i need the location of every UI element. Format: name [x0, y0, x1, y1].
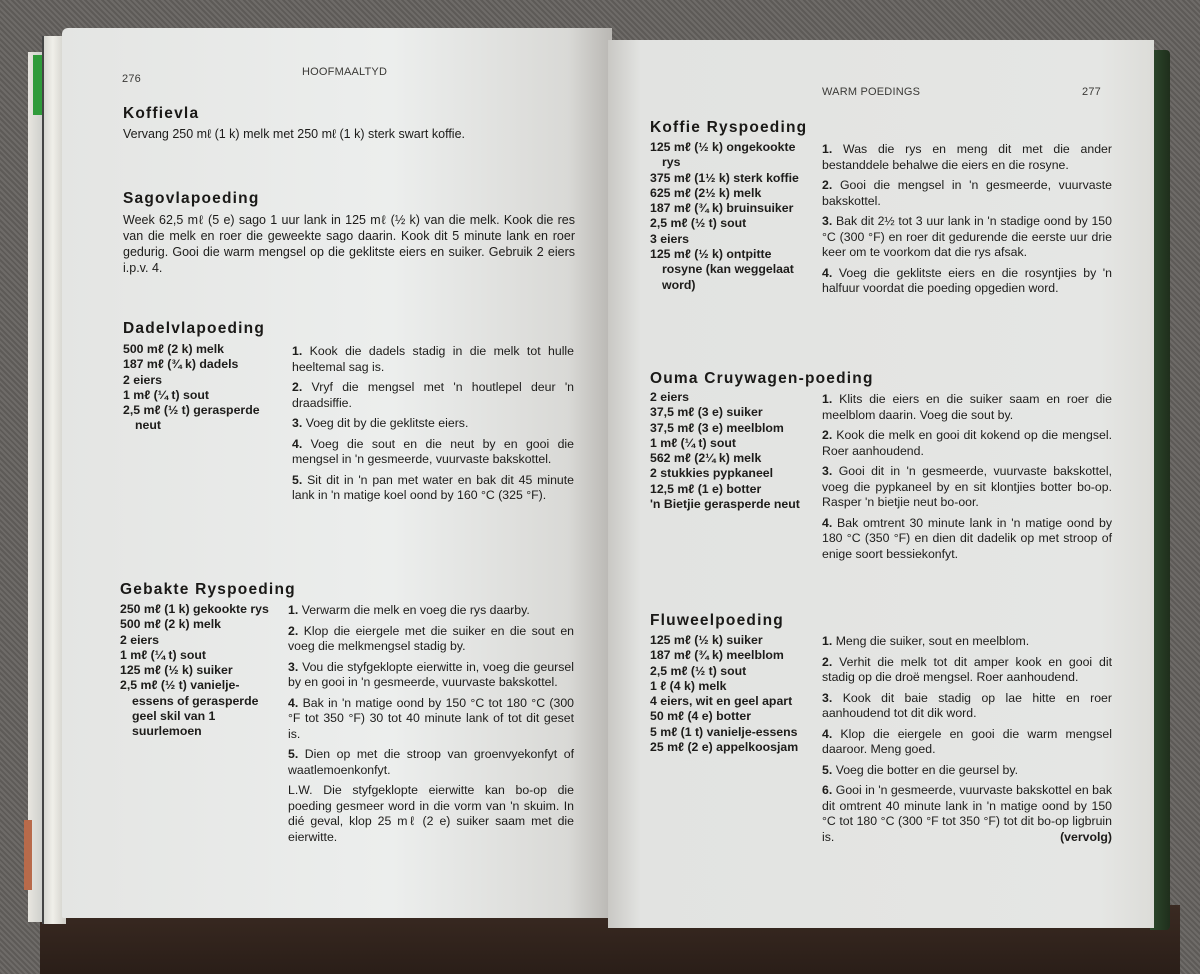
right-page	[608, 40, 1154, 928]
step-list	[288, 603, 574, 850]
step: 4. Bak in 'n matige oond by 150 °C tot 180 °C (300 °F tot 350 °F) 30 tot 40 minute lank of tot dit geset is.	[288, 695, 574, 741]
ingredient: 4 eiers, wit en geel apart	[650, 694, 793, 709]
ingredient: 1 mℓ (¼ t) sout	[650, 435, 736, 450]
step: 3. Kook dit baie stadig op lae hitte en roer aanhoudend tot dit dik word.	[822, 690, 1112, 720]
ingredient: 500 mℓ (2 k) melk	[123, 342, 225, 356]
ingredient: 125 mℓ (½ k) ontpitte rosyne (kan weggelaat word)	[650, 247, 794, 292]
ingredient: 2,5 mℓ (½ t) gerasperde neut	[123, 403, 260, 433]
ingredient: 25 mℓ (2 e) appelkoosjam	[650, 740, 799, 755]
ingredient: 562 mℓ (2¼ k) melk	[650, 451, 762, 466]
recipe-title: Sagovlapoeding	[123, 190, 260, 207]
ingredient: 125 mℓ (½ k) ongekookte rys	[650, 140, 796, 170]
ingredient: 500 mℓ (2 k) melk	[120, 617, 222, 632]
step-list	[292, 344, 574, 509]
ingredient: 1 mℓ (¼ t) sout	[120, 647, 206, 662]
ingredient: 187 mℓ (¾ k) dadels	[123, 357, 239, 372]
recipe-title: Fluweelpoeding	[650, 612, 784, 629]
cover-accent-red	[24, 820, 32, 890]
step: 5. Sit dit in 'n pan met water en bak dit 45 minute lank in 'n matige koel oond by 160 °C (325 °F).	[292, 472, 574, 502]
ingredient: 125 mℓ (½ k) suiker	[650, 633, 763, 647]
step: 3. Voeg dit by die geklitste eiers.	[292, 416, 469, 430]
step: 4. Bak omtrent 30 minute lank in 'n matige oond by 180 °C (350 °F) en dien dit dadelik op met stroop of enige soort bessiekonfyt.	[822, 515, 1113, 561]
ingredient: 250 mℓ (1 k) gekookte rys	[120, 602, 269, 616]
step: 4. Voeg die geklitste eiers en die rosyntjies by 'n halfuur voordat die poeding opgedien word.	[822, 265, 1112, 295]
running-head: HOOFMAALTYD	[302, 66, 388, 78]
ingredient: 5 mℓ (1 t) vanielje-essens	[650, 724, 798, 739]
step: 1. Klits die eiers en die suiker saam en roer die meelblom daarin. Voeg die sout by.	[822, 392, 1112, 422]
step: 3. Bak dit 2½ tot 3 uur lank in 'n stadige oond by 150 °C (300 °F) en roer dit gedurende die eerste uur drie keer om te voorkom dat die rys afsak.	[822, 214, 1112, 259]
step: 6. Gooi in 'n gesmeerde, vuurvaste bakskottel en bak dit omtrent 40 minute lank in 'n matige oond by 150 °C tot 180 °C (300 °F tot 350 °F) tot dit bo-op ligbruin is. (vervolg)	[822, 783, 1112, 844]
continued-label: (vervolg)	[1060, 829, 1112, 844]
step: 5. Voeg die botter en die geursel by.	[822, 762, 1018, 777]
ingredient: 2,5 mℓ (½ t) sout	[650, 216, 747, 231]
ingredient: 2,5 mℓ (½ t) sout	[650, 663, 747, 678]
running-head: WARM POEDINGS	[822, 86, 921, 98]
step: 1. Verwarm die melk en voeg die rys daarby.	[288, 603, 530, 617]
recipe-title: Gebakte Ryspoeding	[120, 581, 296, 598]
step: 2. Verhit die melk tot dit amper kook en gooi dit stadig op die droë mengsel. Roer aanhoudend.	[822, 654, 1113, 684]
ingredient: 1 ℓ (4 k) melk	[650, 678, 727, 693]
note: L.W. Die styfgeklopte eierwitte kan bo-op die poeding gesmeer word in die vorm van 'n skuim. In dié geval, klop 25 mℓ (2 e) suiker saam met die eierwitte.	[288, 783, 574, 844]
ingredient-list	[650, 633, 820, 755]
recipe-title: Koffievla	[123, 105, 200, 122]
ingredient-list	[123, 342, 283, 434]
ingredient: 'n Bietjie gerasperde neut	[650, 497, 800, 512]
cover-accent-green	[33, 55, 42, 115]
step: 1. Meng die suiker, sout en meelblom.	[822, 634, 1030, 648]
recipe-text: Week 62,5 mℓ (5 e) sago 1 uur lank in 125 mℓ (½ k) van die melk. Kook die res van die melk en roer die geweekte sago daarin. Kook dit 5 minute lank en roer gedurig. Gooi die warm mengsel op die geklitste eiers en suiker. Gebruik 2 eiers i.p.v. 4.	[123, 213, 575, 275]
page-number: 277	[1082, 86, 1101, 98]
ingredient: 50 mℓ (4 e) botter	[650, 709, 751, 724]
ingredient: 12,5 mℓ (1 e) botter	[650, 481, 762, 496]
recipe-title: Koffie Ryspoeding	[650, 119, 808, 136]
ingredient: 2 eiers	[650, 390, 689, 404]
ingredient: 625 mℓ (2½ k) melk	[650, 185, 762, 200]
step-list	[822, 634, 1112, 850]
step: 1. Kook die dadels stadig in die melk tot hulle heeltemal sag is.	[292, 344, 574, 374]
ingredient: 2 stukkies pypkaneel	[650, 466, 774, 481]
ingredient: 2 eiers	[120, 632, 159, 647]
ingredient: 37,5 mℓ (3 e) meelblom	[650, 420, 784, 435]
step: 2. Gooi die mengsel in 'n gesmeerde, vuurvaste bakskottel.	[822, 178, 1112, 208]
ingredient: 2 eiers	[123, 372, 162, 387]
step: 4. Klop die eiergele en gooi die warm mengsel daaroor. Meng goed.	[822, 726, 1112, 756]
ingredient: 375 mℓ (1½ k) sterk koffie	[650, 170, 799, 185]
step: 1. Was die rys en meng dit met die ander bestanddele behalwe die eiers en die rosyne.	[822, 142, 1112, 172]
step: 3. Gooi dit in 'n gesmeerde, vuurvaste bakskottel, voeg die pypkaneel by en sit klontjies botter bo-op. Rasper 'n bietjie neut bo-oor.	[822, 464, 1112, 509]
book-cover-left	[28, 52, 42, 922]
step: 3. Vou die styfgeklopte eierwitte in, voeg die geursel by en gooi in 'n gesmeerde, vuurvaste bakskottel.	[288, 659, 574, 689]
recipe-title: Ouma Cruywagen-poeding	[650, 370, 874, 387]
ingredient-list	[650, 390, 820, 512]
step: 5. Dien op met die stroop van groenvyekonfyt of waatlemoenkonfyt.	[288, 747, 574, 777]
ingredient: 187 mℓ (¾ k) bruinsuiker	[650, 201, 794, 216]
step: 2. Vryf die mengsel met 'n houtlepel deur 'n draadsiffie.	[292, 380, 575, 410]
ingredient: 37,5 mℓ (3 e) suiker	[650, 405, 763, 420]
step: 2. Klop die eiergele met die suiker en die sout en voeg die melkmengsel stadig by.	[288, 623, 575, 653]
page-number: 276	[122, 73, 141, 85]
recipe-title: Dadelvlapoeding	[123, 320, 266, 337]
step-list	[822, 392, 1112, 567]
left-page	[62, 28, 612, 918]
step: 2. Kook die melk en gooi dit kokend op die mengsel. Roer aanhoudend.	[822, 428, 1112, 458]
ingredient: 187 mℓ (¾ k) meelblom	[650, 648, 784, 663]
ingredient-list	[120, 602, 280, 740]
ingredient: 1 mℓ (¼ t) sout	[123, 387, 209, 402]
step-list	[822, 142, 1112, 302]
ingredient: 125 mℓ (½ k) suiker	[120, 663, 233, 678]
ingredient-list	[650, 140, 810, 293]
step: 4. Voeg die sout en die neut by en gooi die mengsel in 'n gesmeerde, vuurvaste bakskottel.	[292, 436, 574, 466]
recipe-text: Vervang 250 mℓ (1 k) melk met 250 mℓ (1 k) sterk swart koffie.	[123, 127, 465, 141]
ingredient: 2,5 mℓ (½ t) vanielje-essens of gerasperde geel skil van 1 suurlemoen	[120, 678, 259, 739]
ingredient: 3 eiers	[650, 231, 689, 246]
